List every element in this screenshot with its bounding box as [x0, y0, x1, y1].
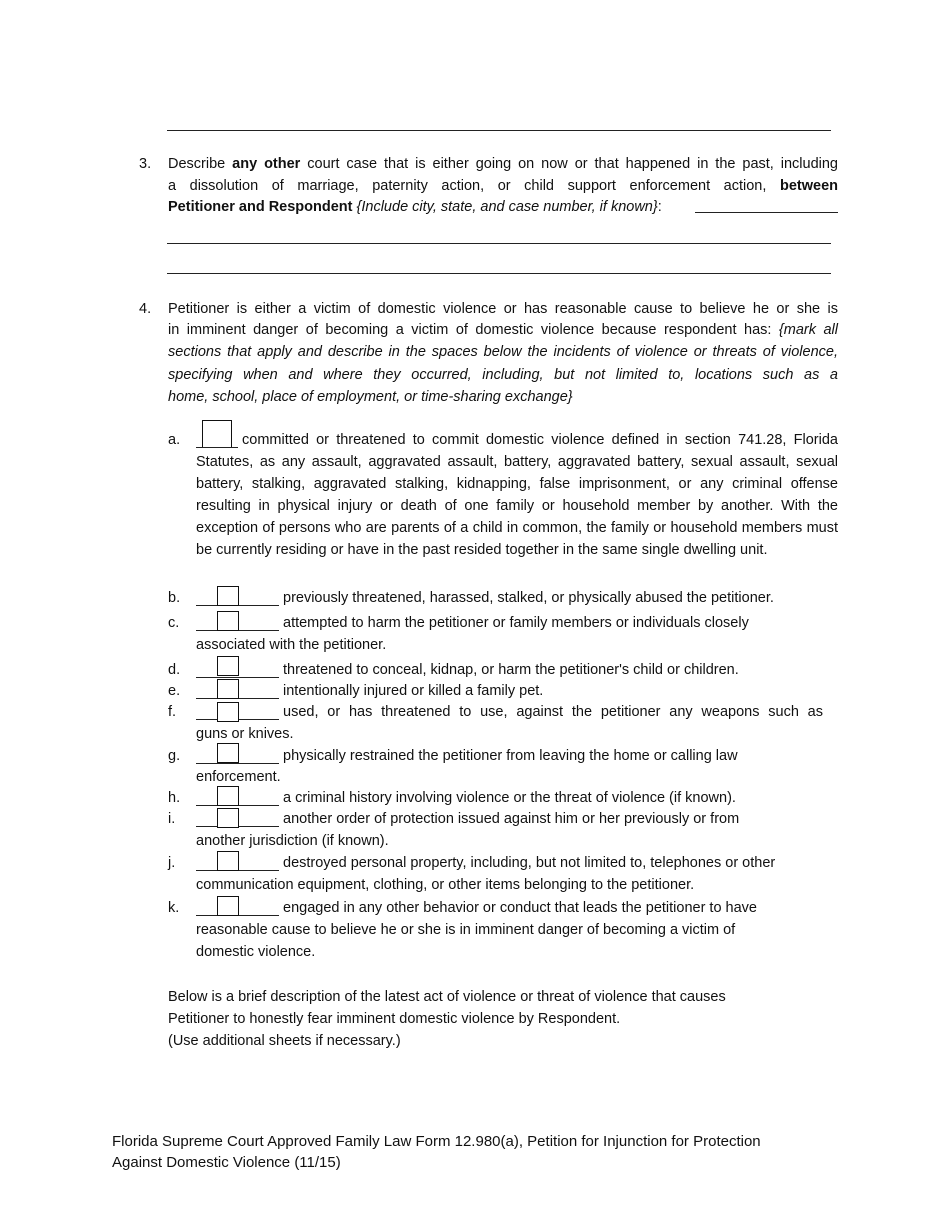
subitem-k-text-2: reasonable cause to believe he or she is in imminent danger of becoming a victim of — [196, 922, 736, 938]
subitem-letter: b. — [168, 590, 181, 606]
item-3-line-1: Describe any other court case that is either going on now or that happened in the past, including — [168, 156, 838, 172]
checkbox-underline — [196, 677, 279, 678]
subitem-letter: h. — [168, 790, 181, 806]
subitem-j-text: destroyed personal property, including, but not limited to, telephones or other — [283, 855, 776, 871]
item-3-number: 3. — [139, 156, 152, 172]
item-4-line-2: in imminent danger of becoming a victim of domestic violence because respondent has: {mark all — [168, 322, 838, 338]
form-footer — [112, 1131, 761, 1173]
subitem-letter: g. — [168, 748, 181, 764]
checkbox-g[interactable] — [217, 743, 239, 763]
subitem-f-text: used, or has threatened to use, against the petitioner any weapons such as — [283, 704, 823, 720]
footer-line-1: Florida Supreme Court Approved Family Law Form 12.980(a), Petition for Injunction for Protection — [112, 1133, 761, 1150]
subitem-i-text-2: another jurisdiction (if known). — [196, 833, 389, 849]
footer-line-2: Against Domestic Violence (11/15) — [112, 1154, 341, 1171]
answer-line[interactable] — [695, 212, 838, 213]
checkbox-c[interactable] — [217, 611, 239, 631]
subitem-letter: a. — [168, 432, 181, 448]
subitem-letter: i. — [168, 811, 176, 827]
description-line-3: (Use additional sheets if necessary.) — [168, 1033, 401, 1049]
subitem-letter: d. — [168, 662, 181, 678]
checkbox-e[interactable] — [217, 679, 239, 699]
subitem-e-text: intentionally injured or killed a family pet. — [283, 683, 544, 699]
checkbox-f[interactable] — [217, 702, 239, 722]
subitem-g-text-2: enforcement. — [196, 769, 281, 785]
answer-line[interactable] — [167, 130, 831, 131]
subitem-letter: j. — [168, 855, 176, 871]
answer-line[interactable] — [167, 273, 831, 274]
description-line-2: Petitioner to honestly fear imminent domestic violence by Respondent. — [168, 1011, 621, 1027]
answer-line[interactable] — [167, 243, 831, 244]
subitem-c-text: attempted to harm the petitioner or family members or individuals closely — [283, 615, 749, 631]
subitem-letter: f. — [168, 704, 177, 720]
item-4-line-5: home, school, place of employment, or time-sharing exchange} — [168, 389, 573, 405]
subitem-d-text: threatened to conceal, kidnap, or harm the petitioner's child or children. — [283, 662, 739, 678]
subitem-letter: k. — [168, 900, 180, 916]
checkbox-k[interactable] — [217, 896, 239, 916]
checkbox-h[interactable] — [217, 786, 239, 806]
subitem-letter: c. — [168, 615, 180, 631]
item-4-line-1: Petitioner is either a victim of domestic violence or has reasonable cause to believe he or she is — [168, 301, 838, 317]
item-3-line-2: a dissolution of marriage, paternity action, or child support enforcement action, between — [168, 178, 838, 194]
subitem-j-text-2: communication equipment, clothing, or other items belonging to the petitioner. — [196, 877, 695, 893]
checkbox-underline — [196, 763, 279, 764]
checkbox-b[interactable] — [217, 586, 239, 606]
subitem-a-text: committed or threatened to commit domestic violence defined in section 741.28, Florida Statutes, as any assault, aggravated assault, battery, aggravated battery, sexual assault, sexual battery, stalking, aggravated stalking, kidnapping, false imprisonment, or any criminal offense resulting in physical injury or death of one family or household member by another. With the exception of persons who are parents of a child in common, the family or household members must be currently residing or have in the past resided together in the same single dwelling unit. — [196, 432, 838, 558]
subitem-f-text-2: guns or knives. — [196, 726, 294, 742]
subitem-b-text: previously threatened, harassed, stalked, or physically abused the petitioner. — [283, 590, 774, 606]
checkbox-d[interactable] — [217, 656, 239, 676]
item-3-line-3: Petitioner and Respondent {Include city, state, and case number, if known}: — [168, 199, 662, 215]
subitem-k-text: engaged in any other behavior or conduct that leads the petitioner to have — [283, 900, 757, 916]
checkbox-i[interactable] — [217, 808, 239, 828]
description-line-1: Below is a brief description of the latest act of violence or threat of violence that causes — [168, 989, 726, 1005]
item-4-number: 4. — [139, 301, 152, 317]
item-4-line-3: sections that apply and describe in the spaces below the incidents of violence or threats of violence, — [168, 344, 838, 360]
subitem-g-text: physically restrained the petitioner from leaving the home or calling law — [283, 748, 738, 764]
subitem-i-text: another order of protection issued against him or her previously or from — [283, 811, 740, 827]
subitem-letter: e. — [168, 683, 181, 699]
checkbox-j[interactable] — [217, 851, 239, 871]
subitem-h-text: a criminal history involving violence or the threat of violence (if known). — [283, 790, 736, 806]
subitem-k-text-3: domestic violence. — [196, 944, 316, 960]
item-4-line-4: specifying when and where they occurred, including, but not limited to, locations such as a — [168, 367, 838, 383]
subitem-c-text-2: associated with the petitioner. — [196, 637, 387, 653]
